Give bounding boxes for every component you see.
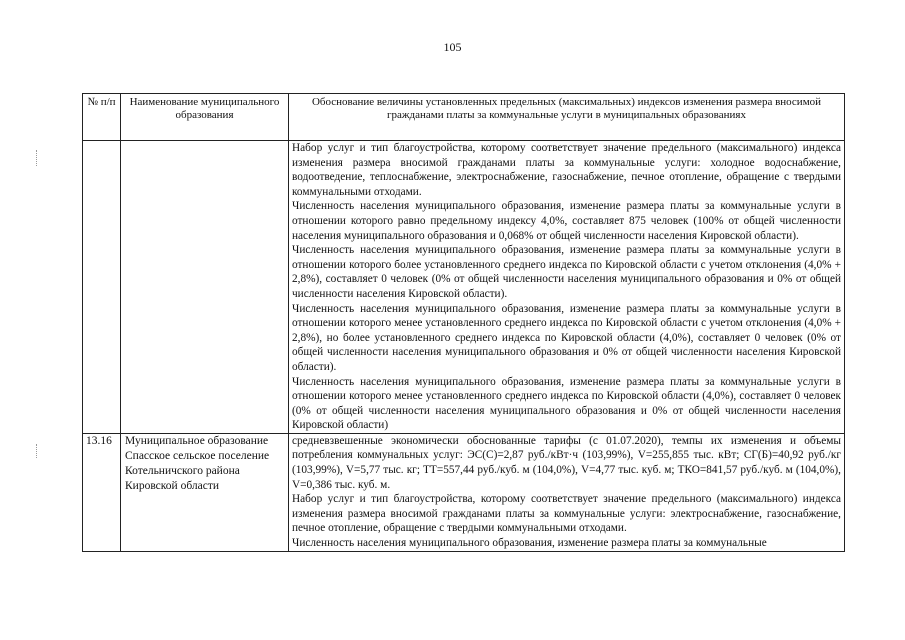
table-row [83,141,845,434]
paragraph: Численность населения муниципального образования, изменение размера платы за коммунальные услуги в отношении которого равно предельному индексу 4,0%, составляет 875 человек (100% от общей численности населения муниципального образования и 0,068% от общей численности населения Кировской области). [292,200,841,242]
paragraph: Численность населения муниципального образования, изменение размера платы за коммунальные услуги в отношении которого более установленного среднего индекса по Кировской области с учетом отклонения (4,0% + 2,8%), составляет 0 человек (0% от общей численности населения муниципального образования и 0% от общей численности населения Кировской области). [292,244,841,300]
table-row [83,433,845,551]
paragraph: Численность населения муниципального образования, изменение размера платы за коммунальные [292,537,767,550]
header-number: № п/п [83,94,121,141]
paragraph: Численность населения муниципального образования, изменение размера платы за коммунальные услуги в отношении которого менее установленного среднего индекса по Кировской области с учетом отклонения (4,0% + 2,8%), но более установленного среднего индекса по Кировской области (4,0%), составляет 0 человек (0% от общей численности населения муниципального образования и 0% от общей численности населения Кировской области). [292,302,841,373]
row-name [121,141,289,434]
row-number [83,141,121,434]
paragraph: средневзвешенные экономически обоснованные тарифы (с 01.07.2020), темпы их изменения и объемы потребления коммунальных услуг: ЭС(С)=2,87 руб./кВт·ч (103,99%), V=255,855 тыс. кВт; СГ(Б)=40,92 руб./кг (103,99%), V=5,77 тыс. кг; ТТ=557,44 руб./куб. м (104,0%), V=4,77 тыс. куб. м; ТКО=841,57 руб./куб. м (104,0%), V=0,386 тыс. куб. м. [292,434,841,491]
header-name: Наименование муниципального образования [121,94,289,141]
row-justification [289,433,845,551]
header-justification: Обоснование величины установленных предельных (максимальных) индексов изменения размера вносимой гражданами платы за коммунальные услуги в муниципальных образованиях [289,94,845,141]
row-number: 13.16 [83,433,121,551]
tariff-table [82,93,845,552]
paragraph: Набор услуг и тип благоустройства, которому соответствует значение предельного (максимального) индекса изменения размера вносимой гражданами платы за коммунальные услуги: электроснабжение, газоснабжение, печное отопление, обращение с твердыми коммунальными отходами. [292,493,841,535]
row-justification [289,141,845,434]
page-number: 105 [443,40,462,54]
margin-mark [36,150,38,166]
paragraph: Набор услуг и тип благоустройства, которому соответствует значение предельного (максимального) индекса изменения размера вносимой гражданами платы за коммунальные услуги: холодное водоснабжение, водоотведение, теплоснабжение, электроснабжение, газоснабжение, печное отопление, обращение с твердыми коммунальными отходами. [292,142,841,198]
paragraph: Численность населения муниципального образования, изменение размера платы за коммунальные услуги в отношении которого менее установленного среднего индекса по Кировской области (4,0%), составляет 0 человек (0% от общей численности населения муниципального образования и 0% от общей численности населения Кировской области) [292,375,841,432]
margin-mark [36,444,38,458]
row-name: Муниципальное образование Спасское сельское поселение Котельничского района Кировской области [121,433,289,551]
table-header-row [83,94,845,141]
